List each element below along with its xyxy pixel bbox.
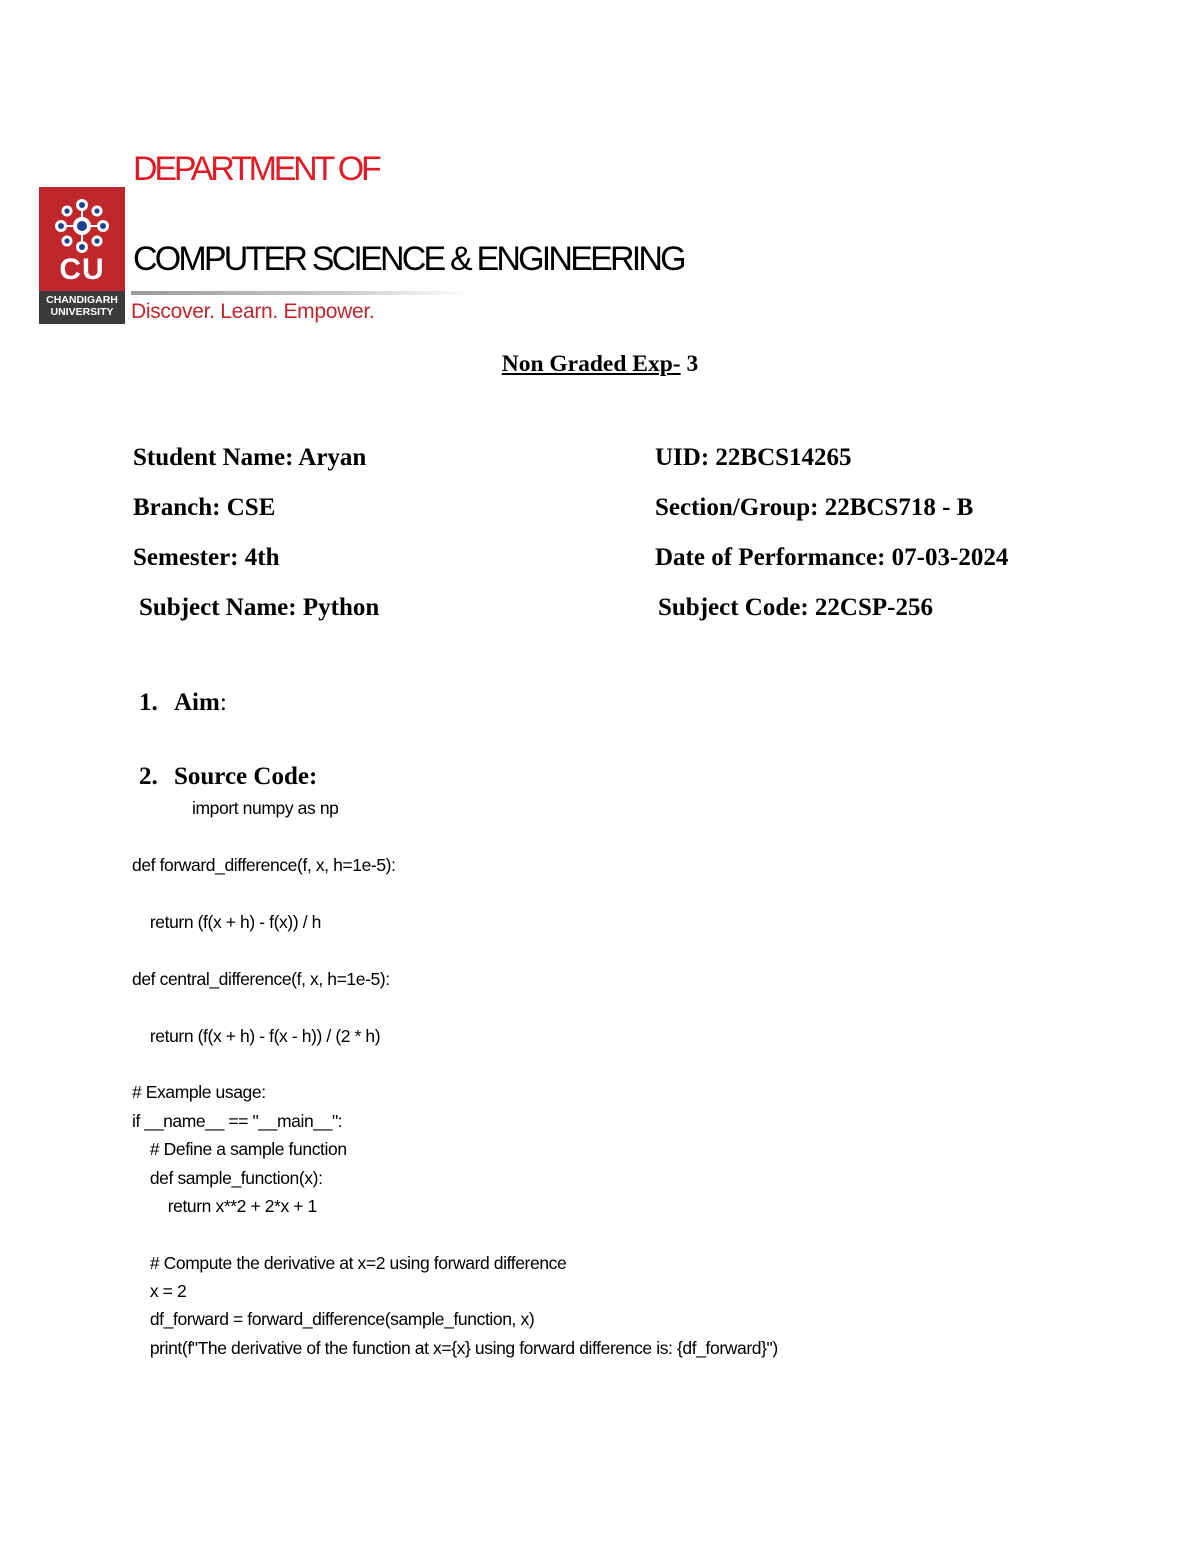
code-line: # Define a sample function xyxy=(132,1139,347,1159)
code-line: return (f(x + h) - f(x - h)) / (2 * h) xyxy=(132,1026,381,1046)
emblem-icon xyxy=(51,195,113,257)
logo-university-name xyxy=(39,294,125,318)
student-name: Student Name: Aryan xyxy=(133,444,367,471)
logo-university-line2: UNIVERSITY xyxy=(50,306,114,318)
code-line: x = 2 xyxy=(132,1281,187,1301)
code-line: # Example usage: xyxy=(132,1082,266,1102)
logo-university-line1: CHANDIGARH xyxy=(46,294,118,306)
header-divider xyxy=(131,291,471,295)
subject-name: Subject Name: Python xyxy=(139,594,380,621)
code-line: def central_difference(f, x, h=1e-5): xyxy=(132,969,390,989)
university-logo xyxy=(39,187,125,324)
code-line: if __name__ == "__main__": xyxy=(132,1111,343,1131)
source-code-label: Source Code: xyxy=(174,763,318,790)
experiment-number: 3 xyxy=(680,351,699,377)
code-line: df_forward = forward_difference(sample_function, x) xyxy=(132,1309,535,1329)
semester: Semester: 4th xyxy=(133,544,280,571)
branch: Branch: CSE xyxy=(133,494,276,521)
aim-number: 1. xyxy=(139,689,158,716)
department-title-line2: COMPUTER SCIENCE & ENGINEERING xyxy=(133,240,684,278)
code-line: return x**2 + 2*x + 1 xyxy=(132,1196,317,1216)
aim-label: Aim xyxy=(174,689,220,716)
logo-tagline: Discover. Learn. Empower. xyxy=(131,300,375,323)
logo-abbreviation: CU xyxy=(59,253,105,286)
aim-colon: : xyxy=(219,689,227,716)
code-line: def sample_function(x): xyxy=(132,1168,323,1188)
experiment-title-prefix: Non Graded Exp- xyxy=(501,351,681,377)
source-code-number: 2. xyxy=(139,763,158,790)
source-code-heading xyxy=(139,763,317,791)
code-line: return (f(x + h) - f(x)) / h xyxy=(132,912,321,932)
section-group: Section/Group: 22BCS718 - B xyxy=(655,494,974,521)
code-line: import numpy as np xyxy=(192,798,339,818)
date-of-performance: Date of Performance: 07-03-2024 xyxy=(655,544,1009,571)
department-title-line1: DEPARTMENT OF xyxy=(133,150,379,188)
code-line: print(f"The derivative of the function at x={x} using forward difference is: {df_forward}") xyxy=(132,1338,778,1358)
code-line: def forward_difference(f, x, h=1e-5): xyxy=(132,855,396,875)
aim-heading xyxy=(139,689,227,717)
uid: UID: 22BCS14265 xyxy=(655,444,852,471)
subject-code: Subject Code: 22CSP-256 xyxy=(658,594,933,621)
code-line: # Compute the derivative at x=2 using forward difference xyxy=(132,1253,567,1273)
experiment-title xyxy=(0,351,1200,378)
